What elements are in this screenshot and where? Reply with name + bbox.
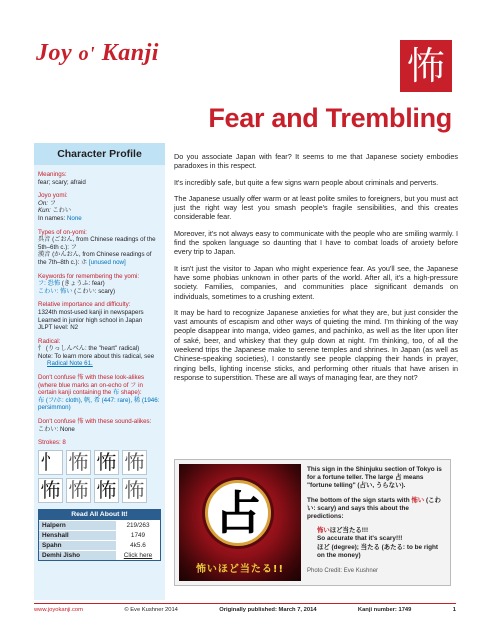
kun-label: Kun:	[38, 207, 51, 215]
quote-1-rest: ほど当たる!!!	[329, 527, 369, 535]
rel-1: 1324th most-used kanji in newspapers	[38, 308, 144, 316]
lookalikes-prefix: Don't confuse	[38, 374, 76, 382]
references-header: Read All About It!	[39, 510, 160, 520]
soundalikes-row	[38, 426, 161, 434]
kw2-rest: (こわい: scary)	[74, 287, 116, 295]
article-paragraph: Moreover, it's not always easy to communicate with the people who are smiling warmly. I find the spoken language so daunting that I have to combat loads of anxiety before every trip to Japan.	[174, 228, 458, 257]
joy-o-kanji-logo	[36, 40, 159, 67]
relative-label: Relative importance and difficulty:	[38, 301, 131, 309]
click-here-link[interactable]: Click here	[116, 551, 160, 560]
lookalikes-heading	[38, 374, 161, 397]
soundalikes-section	[34, 418, 165, 433]
stroke-step: 怖	[66, 450, 91, 475]
kanon-row	[38, 251, 161, 266]
reference-value: 4k5.6	[116, 541, 160, 550]
kanon-unused: [unused now]	[88, 258, 126, 266]
joyo-yomi-section	[34, 192, 165, 222]
page-footer	[34, 603, 456, 613]
quote-line-1	[307, 527, 447, 535]
photo-caption	[307, 466, 447, 560]
featured-kanji: 怖	[400, 40, 452, 92]
logo-joy: Joy	[36, 40, 73, 66]
keywords-label: Keywords for remembering the yomi:	[38, 272, 140, 280]
quote-line-2: So accurate that it's scary!!!	[317, 535, 403, 543]
keyword-row-2	[38, 288, 161, 296]
kw1-word: 恐怖	[47, 280, 61, 288]
sign-banner: 怖いほど当たる!!	[195, 564, 285, 575]
article-paragraph: It isn't just the visitor to Japan who might experience fear. As you'll see, the Japanese have some phobias unknown in other parts of the world. After all, it's a high-pressure society. Families, companies, and communities place significant demands on individuals, sometimes to a crushing extent.	[174, 263, 458, 301]
article-paragraph: It may be hard to recognize Japanese anxieties for what they are, but just consider the vast amounts of escapism and other ways of quieting the mind. I'm thinking of the way people disappear into manga, video games, and pachinko, as well as the liter upon liter of saké, beer, and whiskey that they gulp down at night. I'm thinking, too, of all the weekend trips the Japanese make to serene temples and shrines. In Japan (as well as Chinese-speaking societies), I constantly see people clapping their hands in prayer, ringing bells, lighting incense sticks, and performing other rituals that have arisen in response to superstition. These are all ways of managing fear, are they not?	[174, 307, 458, 382]
reference-name: Henshall	[39, 531, 116, 540]
reference-row	[39, 530, 160, 540]
relative-importance-section	[34, 301, 165, 331]
in-names-value: None	[66, 214, 82, 222]
radical-text: 忄 (りっしんべん: the "heart" radical)	[38, 345, 140, 353]
character-profile-sidebar	[34, 140, 165, 600]
meanings-value: fear; scary; afraid	[38, 178, 86, 186]
keyword-row-1	[38, 280, 161, 288]
radical-section	[34, 338, 165, 368]
logo-kanji: Kanji	[101, 40, 159, 66]
sidebar-header: Character Profile	[34, 143, 165, 165]
stroke-step: 怖	[38, 478, 63, 503]
kw2-prefix: こわい:	[38, 287, 59, 295]
radical-note: Note: To learn more about this radical, see	[38, 352, 155, 360]
lookalikes-cmp: 布	[113, 389, 120, 397]
caption-2-post: (こわい: scary) and says this about the predictions:	[307, 496, 441, 521]
footer-kanji-number: Kanji number: 1749	[357, 607, 412, 613]
stroke-step: 怖	[122, 478, 147, 503]
stroke-step: 怖	[122, 450, 147, 475]
footer-copyright: © Eve Kushner 2014	[124, 607, 178, 613]
on-yomi-types-section	[34, 229, 165, 267]
joyo-yomi-label: Joyo yomi:	[38, 192, 68, 200]
quote-line-3: ほど (degree); 当たる (あたる: to be right on the money)	[317, 543, 439, 559]
on-row	[38, 200, 161, 208]
radical-note-link[interactable]: Radical Note 61.	[47, 360, 93, 368]
reference-row	[39, 520, 160, 530]
soundalikes-value: None	[60, 425, 75, 433]
types-label: Types of on-yomi:	[38, 228, 87, 236]
caption-paragraph-2	[307, 497, 447, 522]
kw2-word: 怖い	[60, 287, 73, 295]
meanings-label: Meanings:	[38, 171, 67, 178]
stroke-order-grid	[38, 450, 161, 503]
kun-value: こわい	[52, 207, 72, 215]
lookalikes-section	[34, 374, 165, 412]
radical-label: Radical:	[38, 337, 61, 345]
kanon-text: 漢音 (かんおん, from Chinese readings of the 7th–8th c.): ホ	[38, 251, 152, 266]
soundalikes-heading	[38, 418, 161, 426]
meanings-section	[34, 171, 165, 186]
lookalikes-end: shape):	[120, 389, 142, 397]
reference-value: 219/263	[116, 521, 160, 530]
page-title: Fear and Trembling	[208, 103, 452, 133]
soundalikes-prefix: Don't confuse	[38, 418, 76, 426]
reference-name: Demhi Jisho	[39, 551, 116, 560]
stroke-step: 怖	[66, 478, 91, 503]
keywords-section	[34, 273, 165, 296]
reference-name: Spahn	[39, 541, 116, 550]
lookalikes-list: 布 (フ/ホ: cloth), 帆, 希 (447: rare), 稀 (1946: persimmon)	[38, 396, 160, 412]
in-names-label: In names:	[38, 214, 66, 222]
article-paragraph: It's incredibly safe, but quite a few signs warn people about criminals and perverts.	[174, 177, 439, 187]
article-paragraph: Do you associate Japan with fear? It seems to me that Japanese society embodies paradoxes in this respect.	[174, 152, 458, 171]
footer-url[interactable]: www.joyokanji.com	[34, 607, 83, 613]
soundalikes-end: with these sound-alikes:	[85, 418, 152, 426]
footer-published: Originally published: March 7, 2014	[219, 607, 317, 613]
rel-2: Learned in junior high school in Japan	[38, 316, 143, 324]
stroke-step: 怖	[94, 450, 119, 475]
sign-symbol: 占	[215, 486, 261, 540]
lookalikes-kanji: 怖	[77, 374, 84, 382]
on-value: フ	[49, 199, 56, 207]
quote-1-red: 怖い	[317, 527, 330, 535]
reference-value: 1749	[116, 531, 160, 540]
references-table	[38, 509, 161, 561]
stroke-step: 忄	[38, 450, 63, 475]
photo-credit: Photo Credit: Eve Kushner	[307, 568, 379, 574]
kw1-prefix: フ:	[38, 280, 46, 288]
article-paragraph: The Japanese usually offer warm or at least polite smiles to foreigners, but you must act just the right way lest you smash people's fragile sensibilities, and this creates considerable fear.	[174, 193, 458, 222]
caption-paragraph-1: This sign in the Shinjuku section of Tokyo is for a fortune teller. The large 占 means "fortune telling" (占い, うらない).	[307, 466, 442, 490]
on-label: On:	[38, 199, 48, 207]
rel-3: JLPT level: N2	[38, 324, 79, 332]
strokes-section	[34, 439, 165, 447]
logo-o: o'	[78, 43, 96, 65]
caption-2-pre: The bottom of the sign starts with	[307, 496, 410, 504]
photo-panel	[174, 459, 451, 586]
reference-row	[39, 550, 160, 560]
lookalikes-mid: with these look-alikes (where blue marks an on-echo of フ in certain kanji containing the	[38, 374, 145, 397]
strokes-label: Strokes: 8	[38, 439, 66, 447]
caption-2-kanji: 怖い	[411, 496, 425, 504]
kun-row	[38, 207, 161, 215]
in-names-row	[38, 215, 161, 223]
reference-name: Halpern	[39, 521, 116, 530]
reference-row	[39, 540, 160, 550]
fortune-teller-sign-photo	[179, 464, 301, 581]
footer-page-number: 1	[452, 607, 456, 613]
kw1-rest: (きょうふ: fear)	[61, 280, 105, 288]
stroke-step: 怖	[94, 478, 119, 503]
soundalikes-kanji: 怖	[77, 418, 84, 426]
soundalikes-value-label: こわい:	[38, 425, 59, 433]
article-body	[174, 152, 458, 389]
goon-text: 呉音 (ごおん, from Chinese readings of the 5th–6th c.): フ	[38, 236, 156, 251]
